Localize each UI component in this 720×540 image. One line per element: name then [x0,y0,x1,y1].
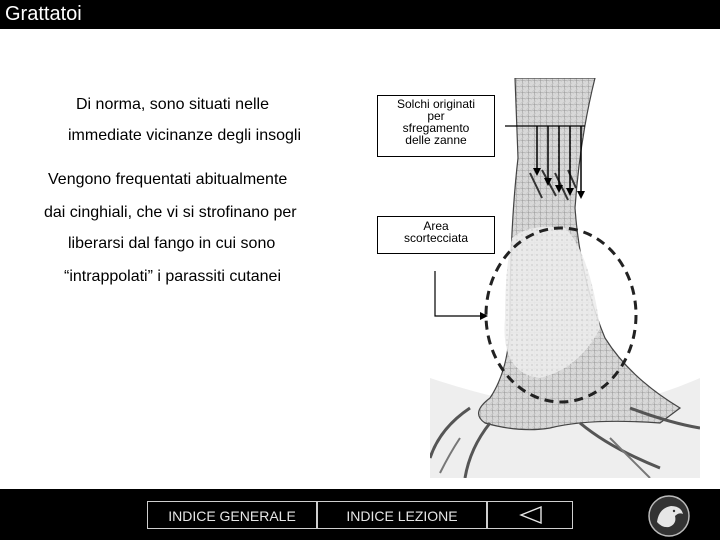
text-line-2: immediate vicinanze degli insogli [68,127,302,144]
callout-grooves-line-2: per [427,109,445,123]
callout-grooves-line-4: delle zanne [405,133,467,147]
general-index-button[interactable]: INDICE GENERALE [147,501,317,529]
boar-logo-icon [647,494,691,538]
callout-grooves-line-1: Solchi originati [396,97,476,111]
text-line-5: liberarsi dal fango in cui sono [68,235,276,252]
callout-debarked-line-2: scortecciata [403,231,469,245]
text-line-6: “intrappolati” i parassiti cutanei [64,268,281,285]
callout-grooves-line-3: sfregamento [402,121,470,135]
title-bar [0,0,720,29]
back-button[interactable] [487,501,573,529]
page-title: Grattatoi [5,3,82,25]
text-line-4: dai cinghiali, che vi si strofinano per [44,204,297,221]
footer-nav [0,489,720,540]
callout-debarked-area [377,216,495,254]
callout-debarked-line-1: Area [423,219,449,233]
text-line-3: Vengono frequentati abitualmente [48,171,288,188]
back-arrow-icon [488,502,574,528]
lesson-index-button[interactable]: INDICE LEZIONE [317,501,487,529]
text-line-1: Di norma, sono situati nelle [76,96,269,113]
callout-tusk-grooves [377,95,495,157]
